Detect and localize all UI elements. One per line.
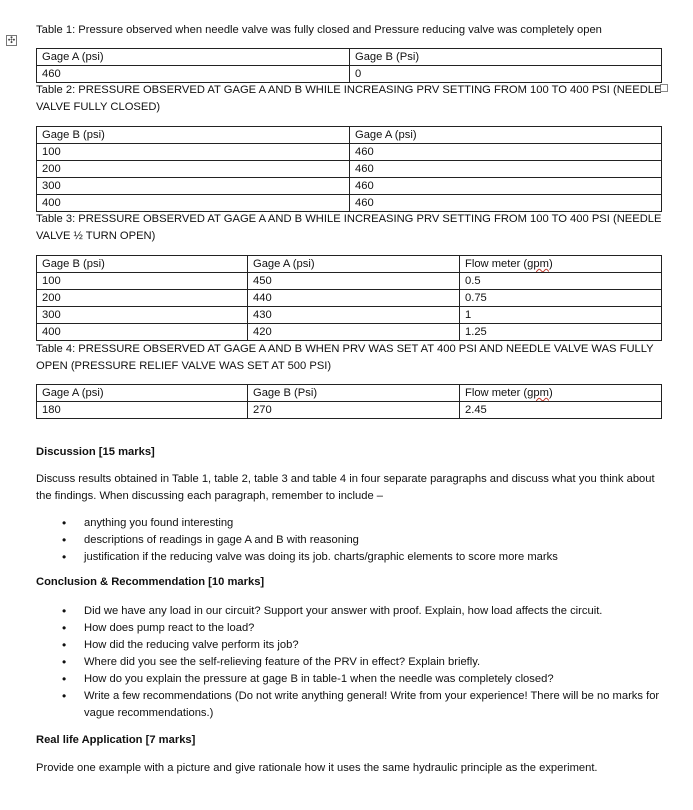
- discussion-heading: Discussion [15 marks]: [36, 446, 155, 458]
- table-cell: 420: [248, 324, 460, 341]
- table-cell: 300: [37, 178, 350, 195]
- table-header-cell: Flow meter (gpm): [460, 385, 662, 402]
- conclusion-bullet-list: [36, 603, 666, 722]
- table-cell: 300: [37, 307, 248, 324]
- table-header-row: [37, 127, 662, 144]
- table4: [36, 384, 662, 419]
- discussion-bullet-list: [36, 515, 666, 566]
- table-cell: 200: [37, 290, 248, 307]
- table2: [36, 126, 662, 212]
- list-item: • Write a few recommendations (Do not write anything general! Write from your experience! There will be no marks for vague recommendations.): [36, 688, 666, 722]
- table-cell: 460: [350, 195, 662, 212]
- table-header-row: [37, 385, 662, 402]
- table-header-cell: Gage A (psi): [350, 127, 662, 144]
- list-item: • Where did you see the self-relieving feature of the PRV in effect? Explain briefly.: [36, 654, 666, 671]
- table-cell: 2.45: [460, 402, 662, 419]
- list-item: • justification if the reducing valve was doing its job. charts/graphic elements to score more marks: [36, 549, 666, 566]
- table-row: [37, 178, 662, 195]
- table-cell: 460: [350, 178, 662, 195]
- spellcheck-underline: gpm: [527, 258, 549, 270]
- table-row: [37, 307, 662, 324]
- table-header-cell: Gage B (psi): [37, 256, 248, 273]
- table-header-row: [37, 256, 662, 273]
- table-cell: 460: [350, 144, 662, 161]
- conclusion-heading: Conclusion & Recommendation [10 marks]: [36, 576, 265, 588]
- table-row: [37, 195, 662, 212]
- list-item: • anything you found interesting: [36, 515, 666, 532]
- list-item: • descriptions of readings in gage A and B with reasoning: [36, 532, 666, 549]
- application-text: Provide one example with a picture and give rationale how it uses the same hydraulic principle as the experiment.: [36, 762, 598, 774]
- table-row: [37, 290, 662, 307]
- table-cell: 1.25: [460, 324, 662, 341]
- table-cell: 100: [37, 144, 350, 161]
- table-cell: 200: [37, 161, 350, 178]
- table-header-cell: Gage B (Psi): [248, 385, 460, 402]
- table-header-cell: Gage A (psi): [37, 49, 350, 66]
- table-header-row: [37, 49, 662, 66]
- table-row: [37, 324, 662, 341]
- table-header-cell: Gage B (Psi): [350, 49, 662, 66]
- table-header-cell: Gage A (psi): [37, 385, 248, 402]
- table-cell: 0.5: [460, 273, 662, 290]
- table2-caption: Table 2: PRESSURE OBSERVED AT GAGE A AND B WHILE INCREASING PRV SETTING FROM 100 TO 400 PSI (NEEDLE VALVE FULLY CLOSED): [36, 84, 662, 113]
- table-row: [37, 402, 662, 419]
- table-header-cell: Gage B (psi): [37, 127, 350, 144]
- table4-caption: Table 4: PRESSURE OBSERVED AT GAGE A AND B WHEN PRV WAS SET AT 400 PSI AND NEEDLE VALVE WAS FULLY OPEN (PRESSURE RELIEF VALVE WAS SET AT 500 PSI): [36, 343, 654, 372]
- table1-caption: Table 1: Pressure observed when needle valve was fully closed and Pressure reducing valve was completely open: [36, 24, 602, 36]
- table-cell: 460: [350, 161, 662, 178]
- table-cell: 0.75: [460, 290, 662, 307]
- list-item: • Did we have any load in our circuit? Support your answer with proof. Explain, how load affects the circuit.: [36, 603, 666, 620]
- table-cell: 100: [37, 273, 248, 290]
- table-row: [37, 144, 662, 161]
- table-move-handle-icon[interactable]: ✣: [7, 35, 16, 45]
- table3: [36, 255, 662, 341]
- table-row: [37, 161, 662, 178]
- table-cell: 270: [248, 402, 460, 419]
- spellcheck-underline: gpm: [527, 387, 549, 399]
- table-cell: 460: [37, 66, 350, 83]
- table-cell: 400: [37, 324, 248, 341]
- table1: [36, 48, 662, 83]
- table-cell: 450: [248, 273, 460, 290]
- table-row: [37, 273, 662, 290]
- table-cell: 400: [37, 195, 350, 212]
- table-header-cell: Flow meter (gpm): [460, 256, 662, 273]
- list-item: • How do you explain the pressure at gage B in table-1 when the needle was completely closed?: [36, 671, 666, 688]
- list-item: • How did the reducing valve perform its job?: [36, 637, 666, 654]
- table-header-cell: Gage A (psi): [248, 256, 460, 273]
- list-item: • How does pump react to the load?: [36, 620, 666, 637]
- table-cell: 0: [350, 66, 662, 83]
- table-cell: 180: [37, 402, 248, 419]
- table-cell: 430: [248, 307, 460, 324]
- table-row: [37, 66, 662, 83]
- table-cell: 1: [460, 307, 662, 324]
- table3-caption: Table 3: PRESSURE OBSERVED AT GAGE A AND B WHILE INCREASING PRV SETTING FROM 100 TO 400 PSI (NEEDLE VALVE ½ TURN OPEN): [36, 213, 662, 242]
- table-cell: 440: [248, 290, 460, 307]
- discussion-intro: Discuss results obtained in Table 1, table 2, table 3 and table 4 in four separate paragraphs and discuss what you think about the findings. When discussing each paragraph, remember to include –: [36, 473, 655, 502]
- application-heading: Real life Application [7 marks]: [36, 734, 196, 746]
